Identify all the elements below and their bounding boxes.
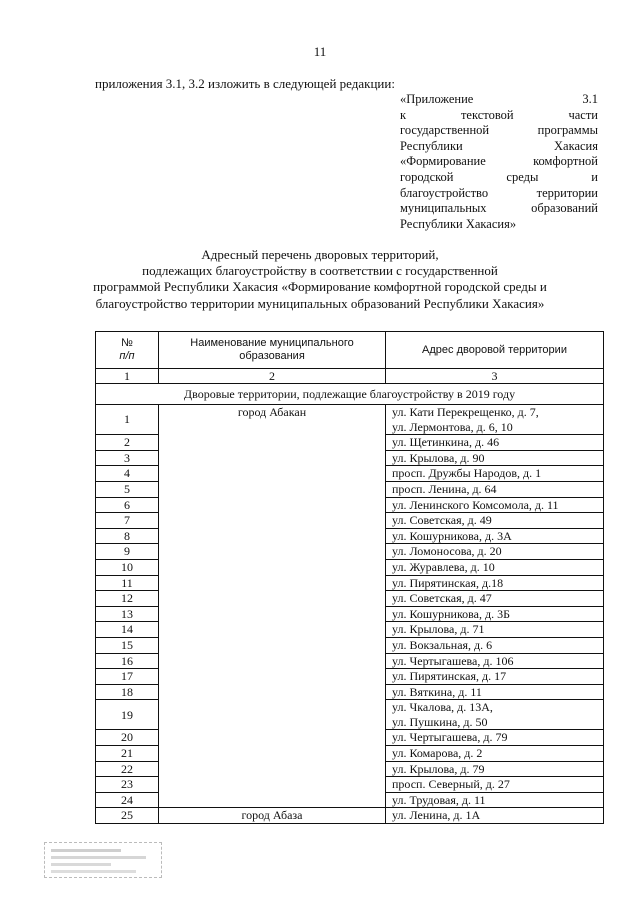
address-cell xyxy=(386,450,604,466)
row-number: 13 xyxy=(96,606,159,622)
address-cell xyxy=(386,637,604,653)
address-line: ул. Ленинского Комсомола, д. 11 xyxy=(392,497,559,512)
row-number: 16 xyxy=(96,653,159,669)
heading-line: подлежащих благоустройству в соответствии с государственной xyxy=(142,263,498,279)
address-cell xyxy=(386,700,604,730)
row-number: 8 xyxy=(96,528,159,544)
table-row xyxy=(96,405,604,435)
appendix-line: Республики Хакасия» xyxy=(400,216,517,231)
row-number: 22 xyxy=(96,761,159,777)
address-line: ул. Журавлева, д. 10 xyxy=(392,559,495,574)
address-cell xyxy=(386,405,604,435)
header-number xyxy=(96,332,159,369)
address-line: просп. Северный, д. 27 xyxy=(392,777,510,792)
header-municipality: Наименование муниципального образования xyxy=(159,332,386,369)
address-line: ул. Советская, д. 49 xyxy=(392,513,492,528)
row-number: 9 xyxy=(96,544,159,560)
row-number: 15 xyxy=(96,637,159,653)
address-line: ул. Ленина, д. 1А xyxy=(392,808,481,823)
row-number: 7 xyxy=(96,513,159,529)
row-number: 11 xyxy=(96,575,159,591)
address-line: ул. Кошурникова, д. 3А xyxy=(392,528,512,543)
row-number: 21 xyxy=(96,746,159,762)
appendix-caption xyxy=(400,92,598,232)
row-number: 25 xyxy=(96,808,159,824)
address-line: просп. Ленина, д. 64 xyxy=(392,481,497,496)
intro-text: приложения 3.1, 3.2 изложить в следующей редакции: xyxy=(95,76,395,91)
header-number-symbol: № xyxy=(121,337,133,349)
document-heading xyxy=(60,247,580,312)
heading-line: Адресный перечень дворовых территорий, xyxy=(201,247,439,262)
address-line: ул. Пирятинская, д.18 xyxy=(392,575,504,590)
table-row xyxy=(96,808,604,824)
address-line: ул. Трудовая, д. 11 xyxy=(392,792,486,807)
address-cell xyxy=(386,513,604,529)
address-line: ул. Комарова, д. 2 xyxy=(392,746,483,761)
section-title: Дворовые территории, подлежащие благоустройству в 2019 году xyxy=(96,384,604,405)
address-cell xyxy=(386,792,604,808)
address-cell xyxy=(386,481,604,497)
address-line: ул. Кошурникова, д. 3Б xyxy=(392,606,511,621)
address-line: ул. Крылова, д. 71 xyxy=(392,622,485,637)
address-line: ул. Чертыгашева, д. 79 xyxy=(392,730,508,745)
address-line: ул. Лермонтова, д. 6, 10 xyxy=(392,419,513,434)
address-table xyxy=(95,331,604,824)
address-cell xyxy=(386,559,604,575)
appendix-line: «Формирование комфортной xyxy=(400,154,598,169)
municipality-name: город Абакан xyxy=(159,405,386,808)
appendix-line: благоустройство территории xyxy=(400,185,598,200)
row-number: 23 xyxy=(96,777,159,793)
address-line: просп. Дружбы Народов, д. 1 xyxy=(392,466,542,481)
appendix-line: «Приложение 3.1 xyxy=(400,92,598,106)
row-number: 4 xyxy=(96,466,159,482)
address-cell xyxy=(386,746,604,762)
row-number: 17 xyxy=(96,669,159,685)
address-cell xyxy=(386,497,604,513)
page-number: 11 xyxy=(313,44,327,59)
municipality-name: город Абаза xyxy=(159,808,386,824)
appendix-line: к текстовой части xyxy=(400,107,598,122)
address-cell xyxy=(386,653,604,669)
row-number: 24 xyxy=(96,792,159,808)
row-number: 12 xyxy=(96,591,159,607)
address-line: ул. Кати Перекрещенко, д. 7, xyxy=(392,405,539,419)
row-number: 2 xyxy=(96,435,159,451)
address-line: ул. Чертыгашева, д. 106 xyxy=(392,653,514,668)
stamp-graphic xyxy=(49,845,157,875)
row-number: 10 xyxy=(96,559,159,575)
row-number: 5 xyxy=(96,481,159,497)
address-line: ул. Щетинкина, д. 46 xyxy=(392,435,500,450)
appendix-line: муниципальных образований xyxy=(400,201,598,216)
address-cell xyxy=(386,730,604,746)
row-number: 3 xyxy=(96,450,159,466)
table-header-row xyxy=(96,332,604,369)
column-number-row xyxy=(96,369,604,384)
address-line: ул. Ломоносова, д. 20 xyxy=(392,544,502,559)
address-cell xyxy=(386,669,604,685)
address-cell xyxy=(386,575,604,591)
row-number: 20 xyxy=(96,730,159,746)
address-cell xyxy=(386,466,604,482)
address-cell xyxy=(386,591,604,607)
address-line: ул. Вяткина, д. 11 xyxy=(392,684,482,699)
heading-line: программой Республики Хакасия «Формирование комфортной городской среды и xyxy=(93,279,547,295)
address-cell xyxy=(386,684,604,700)
appendix-line: городской среды и xyxy=(400,169,598,184)
address-line: ул. Пирятинская, д. 17 xyxy=(392,669,507,684)
address-line: ул. Крылова, д. 79 xyxy=(392,761,485,776)
address-line: ул. Чкалова, д. 13А, xyxy=(392,700,493,715)
row-number: 18 xyxy=(96,684,159,700)
column-number: 1 xyxy=(96,369,159,384)
address-line: ул. Вокзальная, д. 6 xyxy=(392,637,493,652)
address-cell xyxy=(386,544,604,560)
address-line: ул. Советская, д. 47 xyxy=(392,591,492,606)
address-cell xyxy=(386,606,604,622)
row-number: 14 xyxy=(96,622,159,638)
address-cell xyxy=(386,622,604,638)
row-number: 19 xyxy=(96,700,159,730)
address-cell xyxy=(386,435,604,451)
address-cell xyxy=(386,761,604,777)
section-row xyxy=(96,384,604,405)
appendix-line: Республики Хакасия xyxy=(400,138,598,153)
header-address: Адрес дворовой территории xyxy=(386,332,604,369)
address-cell xyxy=(386,808,604,824)
column-number: 2 xyxy=(159,369,386,384)
address-cell xyxy=(386,777,604,793)
header-number-abbrev: п/п xyxy=(119,350,135,362)
row-number: 6 xyxy=(96,497,159,513)
address-line: ул. Пушкина, д. 50 xyxy=(392,714,488,729)
heading-line: благоустройство территории муниципальных образований Республики Хакасия» xyxy=(95,295,545,311)
column-number: 3 xyxy=(386,369,604,384)
appendix-line: государственной программы xyxy=(400,123,598,138)
registration-stamp xyxy=(44,842,162,878)
address-cell xyxy=(386,528,604,544)
row-number: 1 xyxy=(96,405,159,435)
address-line: ул. Крылова, д. 90 xyxy=(392,450,485,465)
